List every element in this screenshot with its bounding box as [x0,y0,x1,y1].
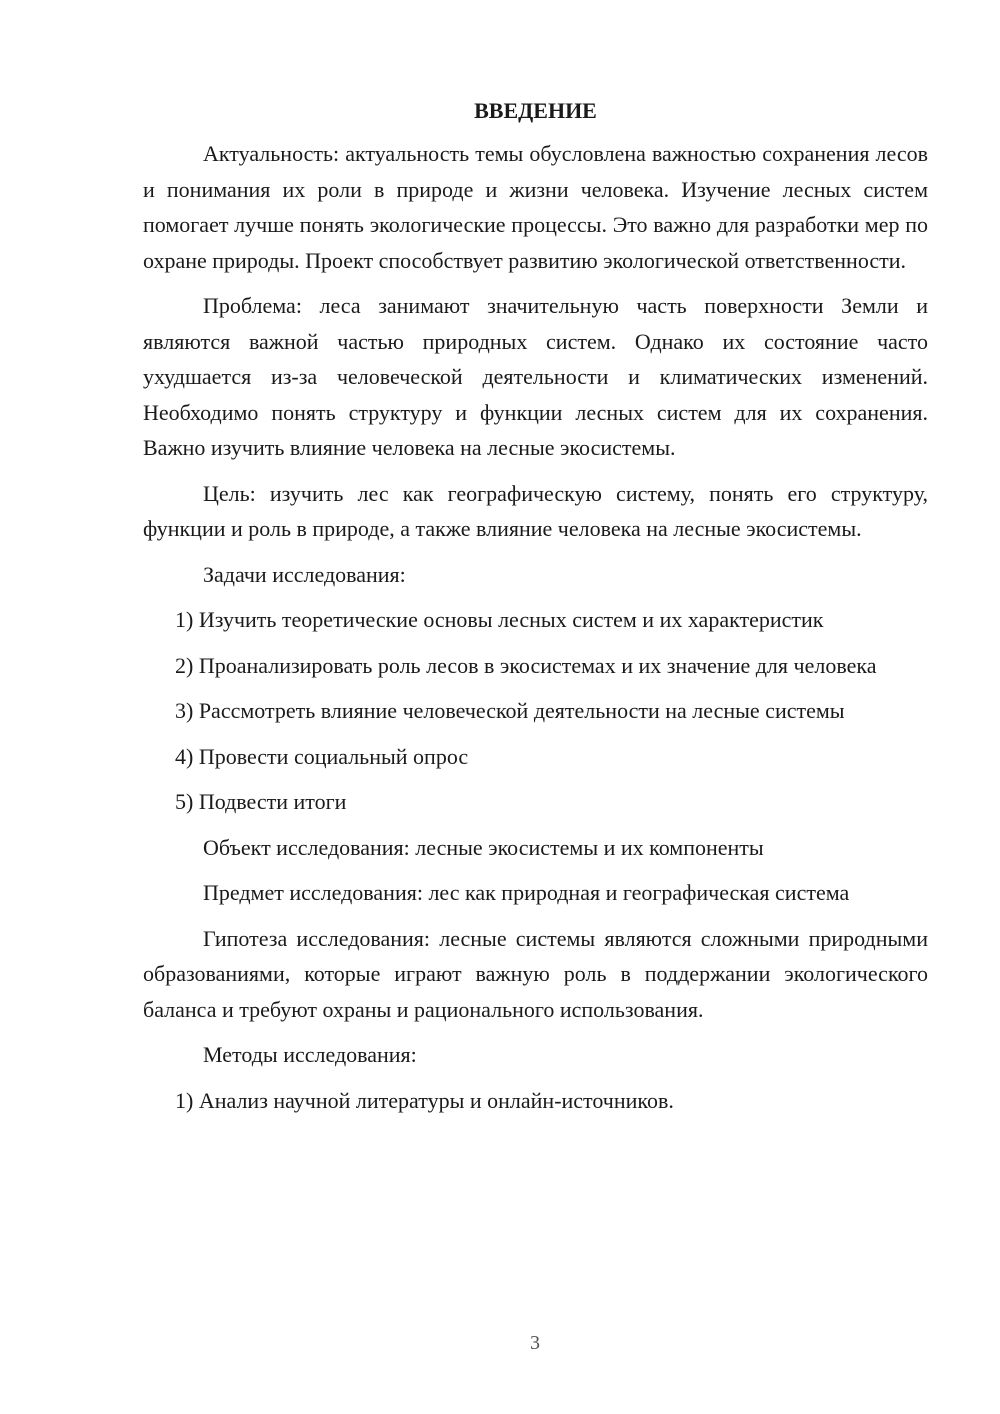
section-title: ВВЕДЕНИЕ [474,98,597,123]
page-content [143,96,928,1128]
problem-paragraph: Проблема: леса занимают значительную часть поверхности Земли и являются важной частью природных систем. Однако их состояние часто ухудшается из-за человеческой деятельности и климатических изменений. Необходимо понять структуру и функции лесных систем для их сохранения. Важно изучить влияние человека на лесные экосистемы. [143,293,928,460]
goal-paragraph: Цель: изучить лес как географическую систему, понять его структуру, функции и роль в природе, а также влияние человека на лесные экосистемы. [143,480,928,541]
method-item-1: 1) Анализ научной литературы и онлайн-источников. [175,1087,674,1113]
subject-paragraph: Предмет исследования: лес как природная и географическая система [203,880,850,905]
tasks-heading: Задачи исследования: [203,561,406,587]
relevance-paragraph: Актуальность: актуальность темы обусловлена важностью сохранения лесов и понимания их роли в природе и жизни человека. Изучение лесных систем помогает лучше понять экологические процессы. Это важно для разработки мер по охране природы. Проект способствует развитию экологической ответственности. [143,141,928,273]
task-item-2: 2) Проанализировать роль лесов в экосистемах и их значение для человека [175,652,877,678]
methods-heading: Методы исследования: [203,1042,417,1067]
hypothesis-paragraph: Гипотеза исследования: лесные системы являются сложными природными образованиями, которые играют важную роль в поддержании экологического баланса и требуют охраны и рационального использования. [143,925,928,1022]
task-item-5: 5) Подвести итоги [175,789,347,814]
task-item-4: 4) Провести социальный опрос [175,743,469,769]
task-item-3: 3) Рассмотреть влияние человеческой деятельности на лесные системы [175,698,845,723]
page-number: 3 [530,1332,540,1354]
object-paragraph: Объект исследования: лесные экосистемы и их компоненты [203,834,764,860]
task-item-1: 1) Изучить теоретические основы лесных систем и их характеристик [175,607,824,632]
